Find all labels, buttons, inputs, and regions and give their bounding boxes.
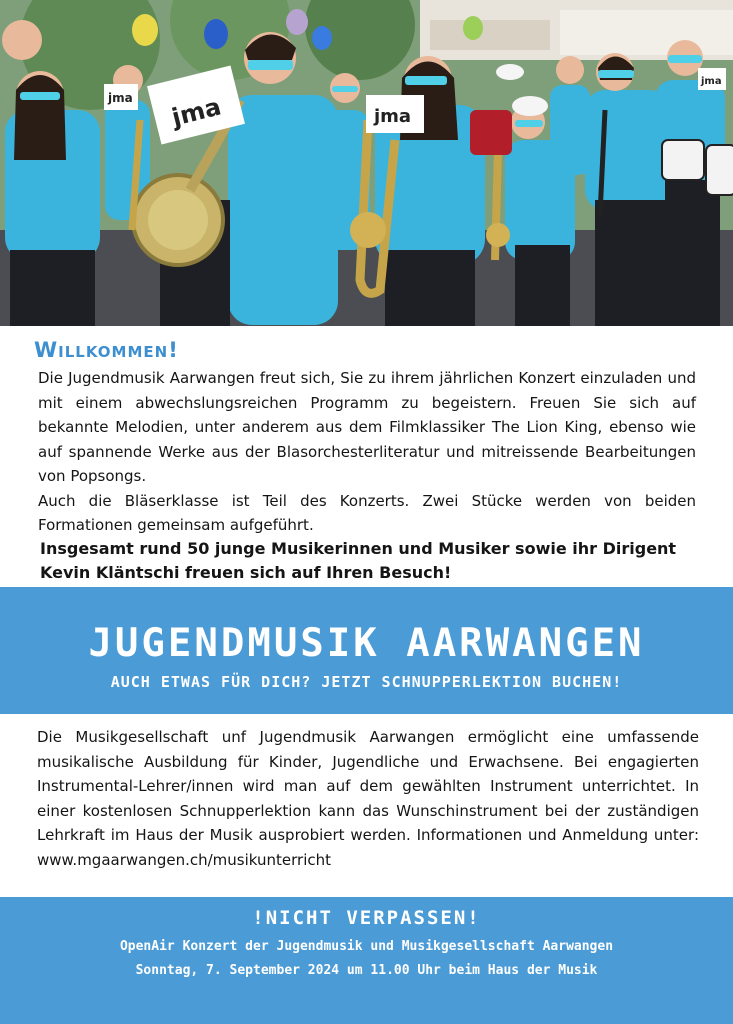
band-photo xyxy=(0,0,733,326)
jma-sign-text: jma xyxy=(374,106,412,127)
jma-sign-text: jma xyxy=(108,91,133,105)
jma-sign-text: jma xyxy=(701,76,722,87)
banner-title: JUGENDMUSIK AARWANGEN xyxy=(88,621,645,666)
welcome-paragraph: Auch die Bläserklasse ist Teil des Konzerts. Zwei Stücke werden von beiden Formationen gemeinsam aufgeführt. xyxy=(38,491,696,534)
event-title: !NICHT VERPASSEN! xyxy=(252,907,481,929)
marching-band-illustration xyxy=(0,0,733,326)
event-date: Sonntag, 7. September 2024 um 11.00 Uhr beim Haus der Musik xyxy=(135,963,598,978)
welcome-text xyxy=(38,366,696,538)
lessons-info: Die Musikgesellschaft unf Jugendmusik Aarwangen ermöglicht eine umfassende musikalische Ausbildung für Kinder, Jugendliche und Erwachsene. Bei engagierten Instrumental-Lehrer/innen wird man auf dem gewählten Instrument unterrichtet. In einer kostenlosen Schnupperlektion kann das Wunschinstrument bei der zuständigen Lehrkraft im Haus der Musik ausprobiert werden. Informationen und Anmeldung unter: www.mgaarwangen.ch/musikunterricht xyxy=(37,728,699,869)
promo-banner xyxy=(0,587,733,714)
welcome-highlight: Insgesamt rund 50 junge Musikerinnen und Musiker sowie ihr Dirigent Kevin Kläntschi freuen sich auf Ihren Besuch! xyxy=(40,539,677,582)
jma-sign-text: jma xyxy=(169,92,224,132)
event-description: OpenAir Konzert der Jugendmusik und Musikgesellschaft Aarwangen xyxy=(119,939,614,954)
banner-subtitle: AUCH ETWAS FÜR DICH? JETZT SCHNUPPERLEKTION BUCHEN! xyxy=(110,673,623,691)
welcome-title: Willkommen! xyxy=(34,338,179,362)
welcome-paragraph: Die Jugendmusik Aarwangen freut sich, Sie zu ihrem jährlichen Konzert einzuladen und mit einem abwechslungsreichen Programm zu begeistern. Freuen Sie sich auf bekannte Melodien, unter anderem aus dem Filmklassiker The Lion King, ebenso wie auf spannende Werke aus der Blasorchesterliteratur und mitreissende Bearbeitungen von Popsongs. xyxy=(38,369,696,485)
event-banner xyxy=(0,897,733,1024)
